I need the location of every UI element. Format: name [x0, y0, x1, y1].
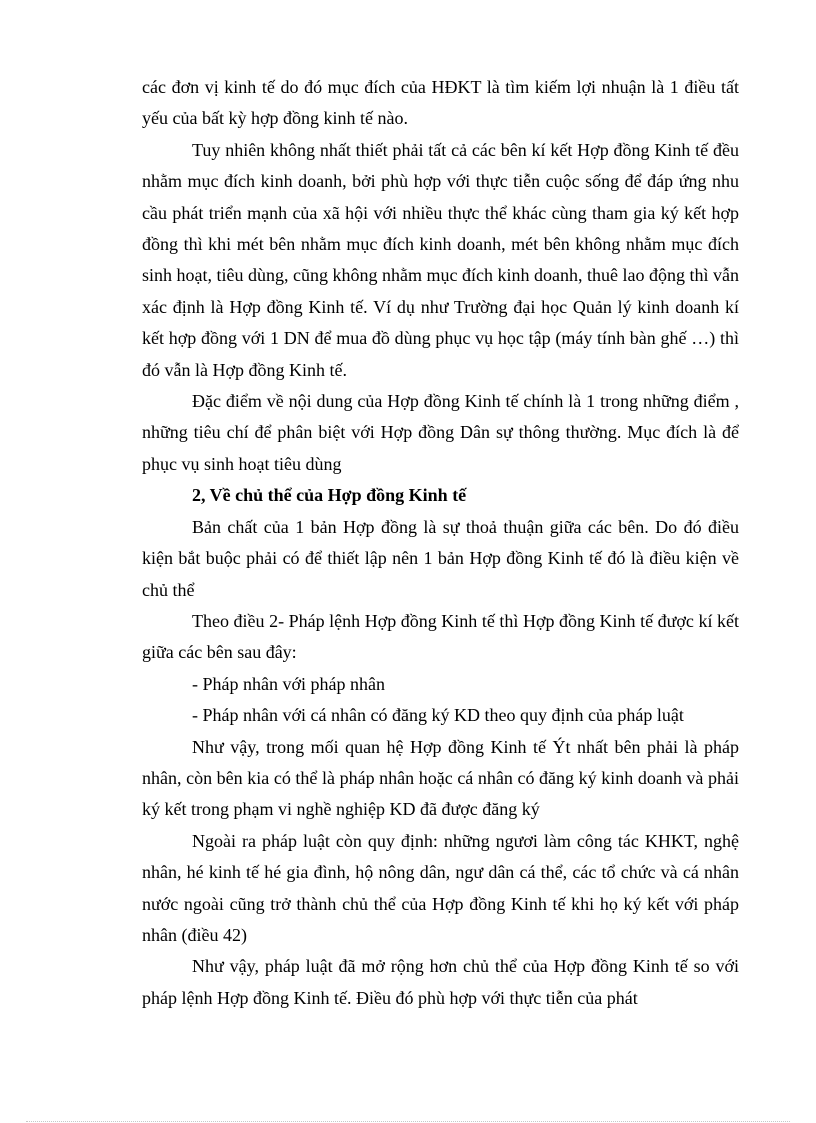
paragraph-contract-parties-purpose: Tuy nhiên không nhất thiết phải tất cả các bên kí kết Hợp đồng Kinh tế đều nhằm mục đích kinh doanh, bởi phù hợp với thực tiễn cuộc sống để đáp ứng nhu cầu phát triển mạnh của xã hội với nhiều thực thể khác cùng tham gia ký kết hợp đồng thì khi mét bên nhằm mục đích kinh doanh, mét bên không nhằm mục đích sinh hoạt, tiêu dùng, cũng không nhằm mục đích kinh doanh, thuê lao động thì vẫn xác định là Hợp đồng Kinh tế. Ví dụ như Trường đại học Quản lý kinh doanh kí kết hợp đồng với 1 DN để mua đồ dùng phục vụ học tập (máy tính bàn ghế …) thì đó vẫn là Hợp đồng Kinh tế.: [142, 139, 739, 380]
paragraph-content-characteristics: Đặc điểm về nội dung của Hợp đồng Kinh tế chính là 1 trong những điểm , những tiêu chí để phân biệt với Hợp đồng Dân sự thông thường. Mục đích là để phục vụ sinh hoạt tiêu dùng: [142, 391, 739, 474]
document-body: [142, 72, 739, 1014]
footer-dotted-divider: [26, 1121, 790, 1122]
paragraph-article-2: Theo điều 2- Pháp lệnh Hợp đồng Kinh tế thì Hợp đồng Kinh tế được kí kết giữa các bên sau đây:: [142, 610, 739, 663]
paragraph-expanded-scope: Như vậy, pháp luật đã mở rộng hơn chủ thể của Hợp đồng Kinh tế so với pháp lệnh Hợp đồng Kinh tế. Điều đó phù hợp với thực tiễn của phát: [142, 956, 739, 1008]
section-heading: 2, Về chủ thể của Hợp đồng Kinh tế: [192, 485, 467, 506]
paragraph-continuation: các đơn vị kinh tế do đó mục đích của HĐKT là tìm kiếm lợi nhuận là 1 điều tất yếu của bất kỳ hợp đồng kinh tế nào.: [142, 77, 739, 129]
paragraph-other-subjects: Ngoài ra pháp luật còn quy định: những ngươi làm công tác KHKT, nghệ nhân, hé kinh tế hé gia đình, hộ nông dân, ngư dân cá thể, các tổ chức và cá nhân nước ngoài cũng trở thành chủ thể của Hợp đồng Kinh tế khi họ ký kết với pháp nhân (điều 42): [142, 830, 739, 945]
bullet-item-1: - Pháp nhân với pháp nhân: [192, 673, 385, 694]
paragraph-contract-nature: Bản chất của 1 bản Hợp đồng là sự thoả thuận giữa các bên. Do đó điều kiện bắt buộc phải có để thiết lập nên 1 bản Hợp đồng Kinh tế đó là điều kiện về chủ thể: [142, 516, 739, 600]
bullet-item-2: - Pháp nhân với cá nhân có đăng ký KD theo quy định của pháp luật: [192, 705, 684, 726]
paragraph-legal-entity-relation: Như vậy, trong mối quan hệ Hợp đồng Kinh tế Ýt nhất bên phải là pháp nhân, còn bên kia có thể là pháp nhân hoặc cá nhân có đăng ký kinh doanh và phải ký kết trong phạm vi nghề nghiệp KD đã được đăng ký: [142, 736, 739, 820]
